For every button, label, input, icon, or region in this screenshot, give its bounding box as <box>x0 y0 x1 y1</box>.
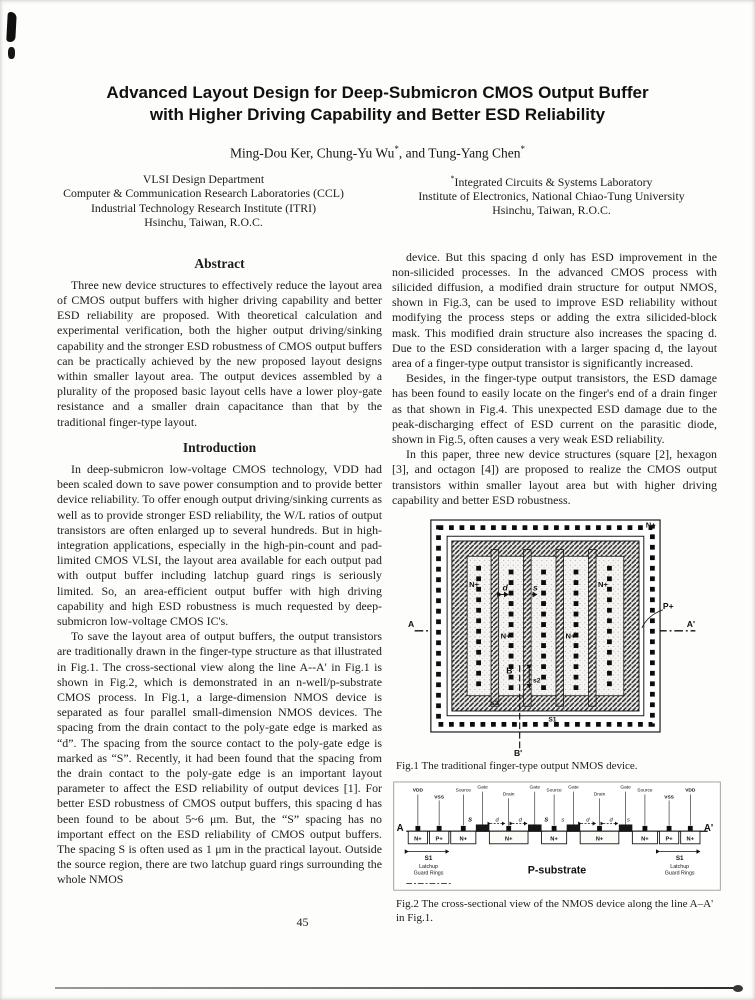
fig2-spacing-label: d <box>518 818 522 825</box>
fig2-guardrings-label-left: Guard Rings <box>413 871 444 878</box>
page-number: 45 <box>296 915 309 929</box>
fig2-diffusion-label: P+ <box>665 836 673 843</box>
fig1-label-n-plus-drain1: N+ <box>500 631 511 641</box>
affiliation-right <box>387 172 717 230</box>
right-paragraph-2: Besides, in the finger-type output transistors, the ESD damage has been found to easily locate on the finger's end of a drain finger as that shown in Fig.4. This unexpected ESD damage due to the peak-discharging effect of ESD current on the parasitic diode, shown in Fig.5, often causes a very weak ESD reliability. <box>392 371 717 446</box>
fig2-poly-gate <box>476 825 490 832</box>
fig2-diffusion-label: N+ <box>459 836 468 843</box>
fig2-spacing-label: d <box>586 818 590 825</box>
abstract-paragraph: Three new device structures to effectively reduce the layout area of CMOS output buffers with higher driving capability and better ESD reliability are proposed. With theoretical calculation and experimental verification, both the higher output driving/sinking capability and the stronger ESD robustness of CMOS output buffers can be practically achieved by the new proposed layout designs within smaller layout area. The output devices assembled by a plurality of the proposed basic layout cells have a lower ploy-gate resistance and a smaller drain capacitance than that by the traditional finger-type layout. <box>57 277 382 429</box>
fig2-spacing-label: d <box>495 818 499 825</box>
fig1-label-S1: S1 <box>547 716 556 724</box>
affiliations <box>0 172 755 230</box>
fig2-terminal-label: Gate <box>477 786 488 792</box>
fig1-label-A-prime: A' <box>686 618 695 629</box>
right-paragraph-1: device. But this spacing d only has ESD improvement in the non-silicided processes. In the advanced CMOS process with silicided diffusion, a modified drain structure for output NMOS, shown in Fig.3, can be used to improve ESD reliability without modifying the process steps or adding the extra silicided-block mask. This modified drain structure also increases the spacing d. Due to the ESD consideration with a larger spacing d, the layout area of a finger-type output transistor is significantly increased. <box>392 249 717 370</box>
scan-artifact-blob <box>733 985 743 992</box>
fig1-poly-gate-finger <box>523 550 531 707</box>
affiliation-left-line: Computer & Communication Research Laboratories (CCL) <box>63 186 344 200</box>
scan-artifact-line <box>55 987 741 989</box>
fig2-spacing-label: S <box>468 818 472 825</box>
right-column <box>392 250 717 932</box>
fig2-contact <box>461 826 466 831</box>
fig2-s1-label-right: S1 <box>675 855 684 863</box>
left-column <box>57 250 382 932</box>
paper-title-line1: Advanced Layout Design for Deep-Submicron CMOS Output Buffer <box>106 83 649 102</box>
fig2-guardrings-label-right: Guard Rings <box>664 871 695 878</box>
fig2-contact <box>415 826 420 831</box>
fig2-contact <box>667 826 672 831</box>
fig1-label-p-plus: P+ <box>662 600 674 611</box>
affiliation-asterisk: * <box>450 173 455 183</box>
fig2-label-A-prime: A' <box>703 823 714 835</box>
fig2-terminal-label: VSS <box>434 795 444 801</box>
fig2-contact <box>643 826 648 831</box>
fig2-spacing-label: s <box>561 818 565 825</box>
fig2-diffusion-label: N+ <box>550 836 558 843</box>
author-names-1: Ming-Dou Ker, Chung-Yu Wu <box>229 145 395 161</box>
fig2-contact <box>506 826 511 831</box>
fig1-label-A: A <box>407 618 414 629</box>
fig1-label-n-plus-right: N+ <box>597 579 608 589</box>
scan-artifact-blot <box>6 12 17 42</box>
fig2-terminal-label: VDD <box>412 789 423 795</box>
figure-2 <box>392 781 717 925</box>
fig2-poly-gate <box>528 825 542 832</box>
fig2-s1-label-left: S1 <box>424 855 433 863</box>
fig2-diffusion-label: N+ <box>686 836 695 843</box>
fig2-contact <box>552 826 557 831</box>
scan-artifact-blot <box>8 47 15 59</box>
authors-line <box>0 144 755 162</box>
figure-1-layout-diagram <box>407 516 703 757</box>
fig2-spacing-label: s <box>627 818 630 825</box>
fig2-terminal-label: VDD <box>685 789 696 795</box>
affiliation-left-line: VLSI Design Department <box>142 171 265 186</box>
paper-title <box>0 82 755 126</box>
affiliation-right-line <box>387 172 717 189</box>
fig2-terminal-label: Drain <box>593 792 606 798</box>
figure-1 <box>392 516 717 774</box>
figure-2-cross-section <box>392 781 722 895</box>
title-block <box>0 0 755 230</box>
figure-1-caption: Fig.1 The traditional finger-type output NMOS device. <box>396 759 638 772</box>
fig2-latchup-label-right: Latchup <box>670 864 690 871</box>
fig2-contact <box>597 826 602 831</box>
fig2-latchup-label-left: Latchup <box>419 864 438 871</box>
fig2-diffusion-label: N+ <box>414 836 422 843</box>
affiliation-right-line: Institute of Electronics, National Chiao-Tung University <box>418 188 685 203</box>
fig1-label-s: s <box>532 582 538 593</box>
fig2-poly-gate <box>619 825 633 832</box>
fig1-label-B-prime: B' <box>513 747 522 757</box>
affiliation-left-line: Hsinchu, Taiwan, R.O.C. <box>144 215 263 229</box>
fig1-label-n-plus-drain2: N+ <box>565 631 575 641</box>
affiliation-left <box>39 172 369 230</box>
fig2-diffusion-label: N+ <box>595 836 604 843</box>
fig1-label-B: B <box>505 665 513 676</box>
paper-title-line2: with Higher Driving Capability and Better ESD Reliability <box>149 105 606 124</box>
fig2-poly-gate <box>567 825 581 832</box>
affiliation-right-line: Hsinchu, Taiwan, R.O.C. <box>492 203 611 218</box>
fig1-poly-gate-finger <box>491 550 499 707</box>
two-column-body <box>57 250 717 932</box>
affiliation-right-text: Integrated Circuits & Systems Laboratory <box>454 174 653 189</box>
fig1-poly-gate-finger <box>588 550 596 707</box>
fig2-diffusion-label: N+ <box>504 836 513 843</box>
fig2-contact <box>437 826 442 831</box>
intro-paragraph-1: In deep-submicron low-voltage CMOS technology, VDD had been scaled down to save power consumption and to provide better device reliability. To offer enough output driving/sinking currents as well as to provide stronger ESD reliability, the W/L ratios of output transistors are often enlarged up to several hundreds. But in high-integration applications, especially in the high-pin-count and pad-limited CMOS VLSI, the layout area available for each output pad with output buffer including latchup guard rings is seriously limited. So, an area-efficient output buffer with high driving capability and high ESD robustness is much requested by deep-submicron low-voltage CMOS IC's. <box>57 461 382 628</box>
fig2-terminal-label: VSS <box>664 795 674 801</box>
fig2-terminal-label: Drain <box>502 792 515 798</box>
fig2-terminal-label: Gate <box>620 786 631 792</box>
fig1-label-n-plus-left: N+ <box>468 579 479 589</box>
fig1-label-s3: s3 <box>490 700 498 708</box>
fig1-poly-gate-finger <box>555 550 563 707</box>
abstract-heading: Abstract <box>194 255 245 271</box>
fig2-terminal-label: Source <box>637 789 653 795</box>
fig2-terminal-label: Gate <box>568 786 579 792</box>
fig2-diffusion-label: P+ <box>435 836 443 843</box>
right-paragraph-3: In this paper, three new device structures (square [2], hexagon [3], and octagon [4]) are proposed to realize the CMOS output transistors within smaller layout area but with higher driving capability and better ESD robustness. <box>392 447 717 507</box>
author-names-2: , and Tung-Yang Chen <box>398 145 521 161</box>
fig2-label-A: A <box>396 823 404 835</box>
fig2-spacing-label: S <box>544 818 549 825</box>
author-asterisk: * <box>394 144 399 154</box>
fig1-label-n-plus-corner: N+ <box>645 520 656 530</box>
intro-paragraph-2: To save the layout area of output buffers, the output transistors are traditionally drawn in the finger-type structure as that illustrated in Fig.1. The cross-sectional view along the line A--A' in Fig.1 is shown in Fig.2, which is demonstrated in an n-well/p-substrate CMOS process. In Fig.1, a large-dimension NMOS device is separated as four parallel small-dimension NMOS devices. The spacing from the drain contact to the poly-gate edge is marked as “d”. The spacing from the source contact to the poly-gate edge is marked as “S”. Recently, it had been found that the spacing from the drain contact to the poly-gate edge is an important layout parameter to affect the ESD reliability of output devices [1]. For better ESD robustness of CMOS output buffers, this spacing d has been found to be about 5~6 μm. But, the “S” spacing has no important effect on the ESD reliability of CMOS output buffers. The spacing S is often used as 1 μm in the practical layout. Outside the source region, there are two latchup guard rings surrounding the whole NMOS <box>57 629 382 887</box>
fig2-substrate-label: P-substrate <box>527 865 587 878</box>
fig2-terminal-label: Gate <box>529 786 541 792</box>
affiliation-left-line: Industrial Technology Research Institute (ITRI) <box>91 200 316 215</box>
fig2-terminal-label: Source <box>455 789 471 795</box>
introduction-heading: Introduction <box>182 439 257 455</box>
fig2-terminal-label: Source <box>546 789 562 795</box>
author-asterisk: * <box>520 144 526 154</box>
fig1-label-s2: s2 <box>532 677 540 685</box>
fig2-contact <box>688 826 693 831</box>
fig1-label-d: d <box>501 582 508 593</box>
fig2-diffusion-label: N+ <box>641 836 649 843</box>
fig2-spacing-label: d <box>609 818 613 825</box>
figure-2-caption: Fig.2 The cross-sectional view of the NMOS device along the line A–A' in Fig.1. <box>396 898 714 924</box>
